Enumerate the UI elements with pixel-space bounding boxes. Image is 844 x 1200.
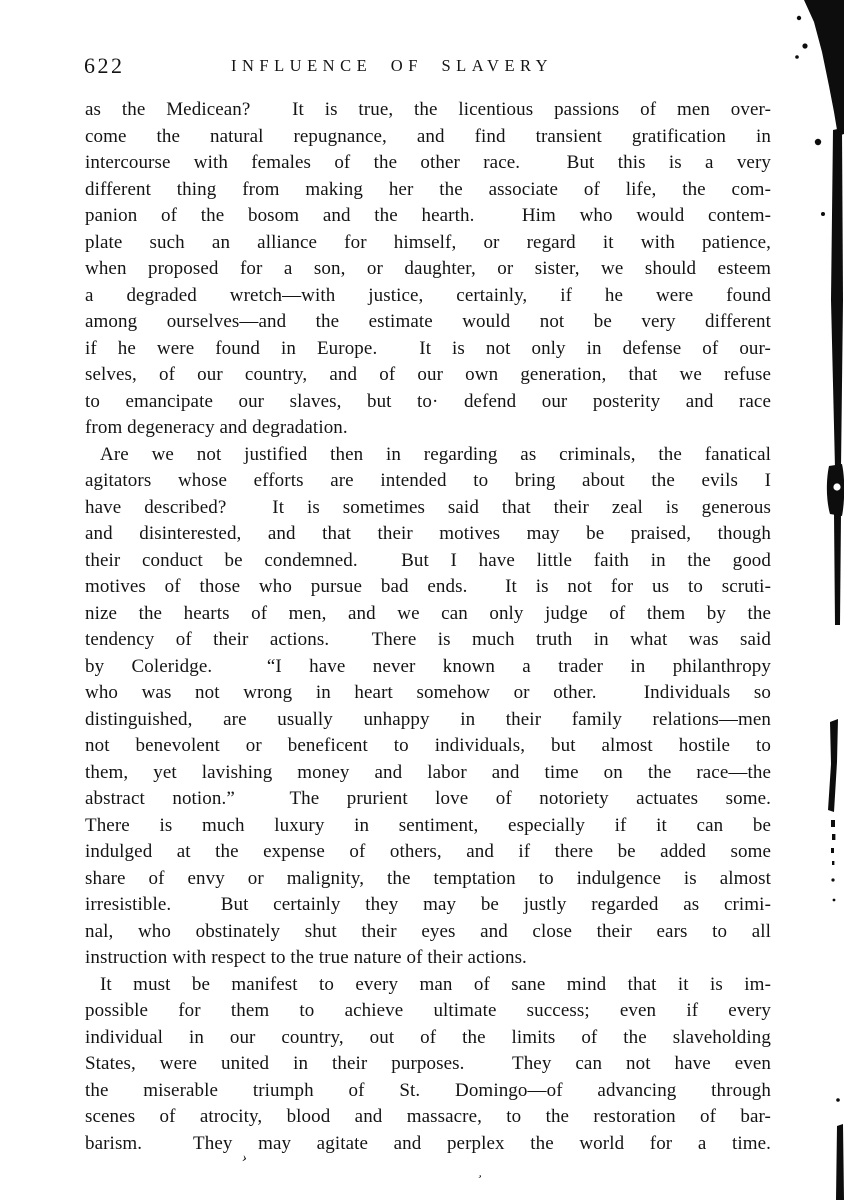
text-line: if he were found in Europe. It is not only in defense of our-: [85, 337, 771, 359]
text-line: nal, who obstinately shut their eyes and close their ears to all: [85, 920, 771, 942]
text-line: scenes of atrocity, blood and massacre, to the restoration of bar-: [85, 1106, 771, 1127]
text-line: motives of those who pursue bad ends. It is not for us to scruti-: [85, 576, 771, 597]
text-line: It must be manifest to every man of sane mind that it is im-: [100, 973, 771, 995]
text-line: when proposed for a son, or daughter, or sister, we should esteem: [85, 258, 771, 279]
text-line: plate such an alliance for himself, or regard it with patience,: [85, 231, 771, 253]
paragraph: [85, 442, 771, 972]
text-line: different thing from making her the associate of life, the com-: [85, 178, 771, 200]
text-line: nize the hearts of men, and we can only judge of them by the: [85, 602, 771, 624]
page-header: [0, 52, 844, 82]
page-body: [85, 97, 771, 1157]
stray-ink-mark: ʼ: [474, 1171, 484, 1187]
text-line: not benevolent or beneficent to individuals, but almost hostile to: [85, 735, 771, 756]
paragraph: [85, 972, 771, 1158]
text-line: and disinterested, and that their motives may be praised, though: [85, 523, 771, 544]
text-line: come the natural repugnance, and find transient gratification in: [85, 125, 771, 147]
text-line: share of envy or malignity, the temptation to indulgence is almost: [85, 867, 771, 889]
text-line: barism. They may agitate and perplex the world for a time.: [85, 1132, 771, 1154]
page-number: 622: [84, 53, 125, 78]
text-line: to emancipate our slaves, but to· defend our posterity and race: [85, 390, 771, 412]
running-header-title: INFLUENCE OF SLAVERY: [231, 56, 554, 75]
text-line: the miserable triumph of St. Domingo—of advancing through: [85, 1079, 771, 1101]
text-line: from degeneracy and degradation.: [85, 417, 348, 438]
text-line: abstract notion.” The prurient love of notoriety actuates some.: [85, 788, 771, 809]
text-line: There is much luxury in sentiment, especially if it can be: [85, 814, 771, 836]
text-line: States, were united in their purposes. They can not have even: [85, 1053, 771, 1074]
paragraph: [85, 97, 771, 442]
text-line: irresistible. But certainly they may be justly regarded as crimi-: [85, 894, 771, 915]
text-line: by Coleridge. “I have never known a trader in philanthropy: [85, 655, 771, 677]
stray-ink-mark: ›: [240, 1149, 249, 1167]
text-line: their conduct be condemned. But I have little faith in the good: [85, 549, 771, 571]
text-line: Are we not justified then in regarding as criminals, the fanatical: [100, 443, 771, 465]
text-line: who was not wrong in heart somehow or other. Individuals so: [85, 682, 771, 703]
text-line: among ourselves—and the estimate would not be very different: [85, 311, 771, 332]
text-line: tendency of their actions. There is much truth in what was said: [85, 629, 771, 650]
text-line: selves, of our country, and of our own generation, that we refuse: [85, 364, 771, 385]
text-line: them, yet lavishing money and labor and time on the race—the: [85, 761, 771, 783]
text-line: as the Medicean? It is true, the licentious passions of men over-: [85, 99, 771, 120]
text-line: agitators whose efforts are intended to bring about the evils I: [85, 470, 771, 491]
text-line: individual in our country, out of the limits of the slaveholding: [85, 1026, 771, 1048]
text-line: have described? It is sometimes said that their zeal is generous: [85, 496, 771, 518]
text-line: panion of the bosom and the hearth. Him who would contem-: [85, 205, 771, 226]
text-line: distinguished, are usually unhappy in their family relations—men: [85, 708, 771, 730]
text-line: intercourse with females of the other race. But this is a very: [85, 152, 771, 173]
text-line: instruction with respect to the true nature of their actions.: [85, 947, 527, 968]
text-line: a degraded wretch—with justice, certainly, if he were found: [85, 284, 771, 306]
text-line: possible for them to achieve ultimate success; even if every: [85, 1000, 771, 1021]
text-line: indulged at the expense of others, and if there be added some: [85, 841, 771, 862]
